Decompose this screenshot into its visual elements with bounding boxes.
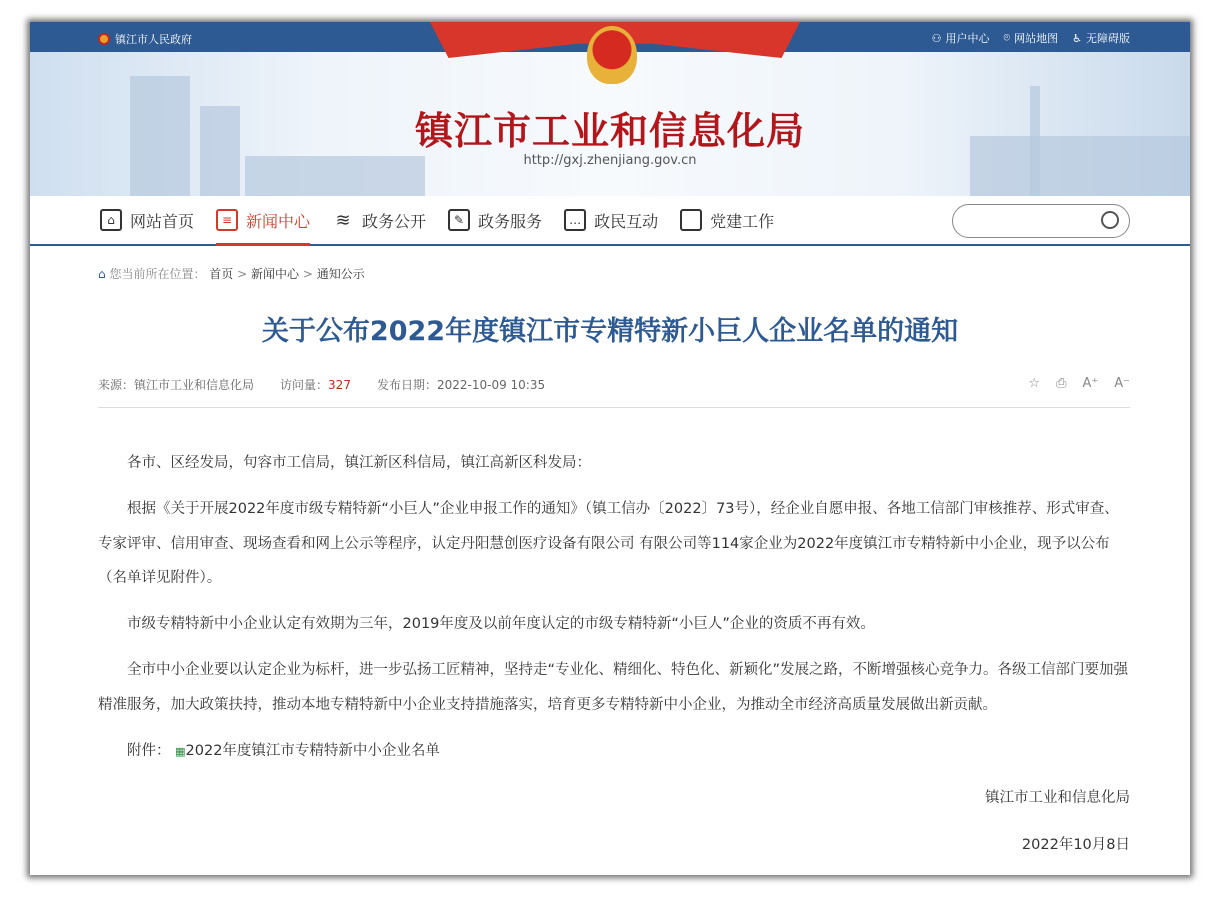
sign-date: 2022年10月8日 [1021,836,1130,853]
site-url: http://gxj.zhenjiang.gov.cn [523,153,697,168]
crumb-notice[interactable]: 通知公示 [316,267,365,281]
paragraph: 各市、区经发局，句容市工信局，镇江新区科信局，镇江高新区科发局： [127,455,591,471]
nav-interaction[interactable]: … 政民互动 [564,196,658,244]
paragraph: 全市中小企业要以认定企业为标杆，进一步弘扬工匠精神，坚持走“专业化、精细化、特色化、新颖化”发展之路，不断增强核心竞争力。各级工信部门要加强精准服务，加大政策扶持，推动本地专精特新中小企业支持措施落实，培育更多专精特新中小企业，为推动全市经济高质量发展做出新贡献。 [98,662,1129,713]
search-input[interactable] [952,204,1130,238]
paragraph: 市级专精特新中小企业认定有效期为三年，2019年度及以前年度认定的市级专精特新“小巨人”企业的资质不再有效。 [127,616,875,632]
nav-news[interactable]: ≡ 新闻中心 [216,196,310,244]
font-increase-icon[interactable]: A⁺ [1082,376,1099,391]
nav-home[interactable]: ⌂ 网站首页 [100,196,194,244]
home-icon: ⌂ [98,267,106,281]
attachment: 附件： ▦2022年度镇江市专精特新中小企业名单 [127,742,440,759]
gov-link[interactable]: 镇江市人民政府 [98,31,192,47]
document-edit-icon: ✎ [448,209,470,231]
nav-party[interactable]: 党建工作 [680,196,774,244]
paragraph: 根据《关于开展2022年度市级专精特新“小巨人”企业申报工作的通知》（镇工信办〔2022〕73号），经企业自愿申报、各地工信部门审核推荐、形式审查、专家评审、信用审查、现场查看和网上公示等程序，认定丹阳慧创医疗设备有限公司 有限公司等114家企业为2022年度镇江市专精特新中小企业，现予以公布（名单详见附件）。 [98,501,1119,586]
accessibility-link[interactable]: ♿ 无障碍版 [1072,31,1130,45]
tablet-icon [680,209,702,231]
crumb-home[interactable]: 首页 [209,267,234,281]
publish-date: 2022-10-09 10:35 [436,378,546,392]
excel-file-icon: ▦ [175,744,186,758]
wheelchair-icon: ♿ [1072,31,1082,45]
nav-gov-service[interactable]: ✎ 政务服务 [448,196,542,244]
user-center-link[interactable]: ⚇ 用户中心 [931,31,990,45]
news-icon: ≡ [216,209,238,231]
article-body [98,446,1130,874]
user-icon: ⚇ [931,31,942,45]
article-meta: 来源：镇江市工业和信息化局 访问量：327 发布日期：2022-10-09 10:35 ☆ ⎙ A⁺ A⁻ [98,376,1130,408]
article-title: 关于公布2022年度镇江市专精特新小巨人企业名单的通知 [261,316,959,347]
crumb-news[interactable]: 新闻中心 [251,267,300,281]
layers-icon: ≋ [335,209,351,231]
view-count: 327 [328,378,351,392]
main-nav [30,196,1190,246]
breadcrumb: ⌂ 您当前所在位置： 首页 > 新闻中心 > 通知公示 [98,267,365,281]
site-title: 镇江市工业和信息化局 [414,109,805,153]
attachment-link[interactable]: 2022年度镇江市专精特新中小企业名单 [185,742,440,759]
page-frame [30,22,1190,875]
top-bar [30,22,1190,52]
chat-icon: … [564,209,586,231]
location-icon: ⌾ [1003,31,1011,44]
signature: 镇江市工业和信息化局 [985,790,1130,806]
home-icon: ⌂ [100,209,122,231]
emblem-icon [98,33,110,45]
print-icon[interactable]: ⎙ [1056,376,1067,391]
national-emblem [587,26,637,84]
source: 镇江市工业和信息化局 [134,378,255,392]
font-decrease-icon[interactable]: A⁻ [1114,376,1130,391]
nav-gov-open[interactable]: ≋ 政务公开 [332,196,426,244]
search-icon[interactable] [1101,211,1119,229]
favorite-icon[interactable]: ☆ [1028,376,1041,391]
sitemap-link[interactable]: ⌾ 网站地图 [1003,31,1059,45]
